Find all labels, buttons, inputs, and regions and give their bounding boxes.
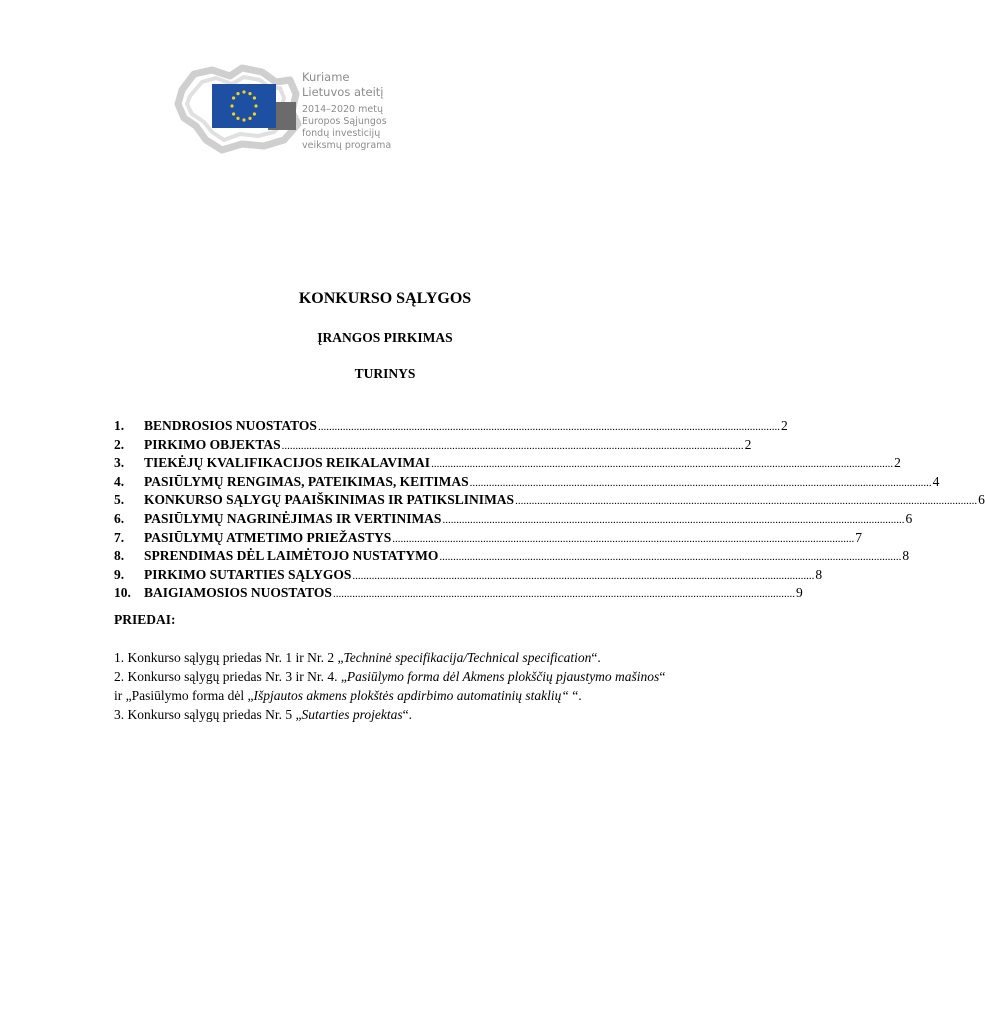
annex-title: Techninė specifikacija/Technical specification <box>343 650 592 665</box>
toc-entry-label: PIRKIMO OBJEKTAS <box>144 436 281 452</box>
logo-caption <box>302 70 391 152</box>
toc-entry-number: 8. <box>114 548 125 564</box>
toc-entry-page: 6 <box>978 492 985 508</box>
document-subtitle: ĮRANGOS PIRKIMAS <box>317 330 453 345</box>
toc-entry-label: PASIŪLYMŲ ATMETIMO PRIEŽASTYS <box>144 529 392 545</box>
logo-line-3: 2014–2020 metų <box>302 104 383 115</box>
toc-entry-page: 2 <box>894 455 901 471</box>
toc-entry-number: 7. <box>114 529 125 545</box>
annex-text: “ <box>659 669 666 684</box>
toc-dot-leader: ........................................................................................................................................................................ <box>442 513 905 526</box>
toc-entry-label: SPRENDIMAS DĖL LAIMĖTOJO NUSTATYMO <box>144 548 439 564</box>
toc-entry-label: TIEKĖJŲ KVALIFIKACIJOS REIKALAVIMAI <box>144 455 431 471</box>
toc-entry[interactable] <box>114 473 940 493</box>
toc-entry-page: 8 <box>815 566 823 582</box>
logo-line-1: Kuriame <box>302 70 350 84</box>
logo-line-6: veiksmų programa <box>302 140 392 151</box>
toc-entry-page: 8 <box>902 548 910 564</box>
toc-heading: TURINYS <box>354 366 416 381</box>
toc-entry-number: 6. <box>114 510 125 526</box>
toc-entry-page: 2 <box>780 418 788 433</box>
toc-entry-page: 2 <box>744 436 752 452</box>
toc-entry[interactable] <box>114 455 901 474</box>
toc-entry-number: 9. <box>114 566 125 582</box>
toc-entry-page: 9 <box>795 585 803 601</box>
document-title: KONKURSO SĄLYGOS <box>298 290 472 307</box>
table-of-contents <box>114 418 985 604</box>
toc-entry[interactable] <box>114 585 803 604</box>
annex-text: 3. Konkurso sąlygų priedas Nr. 5 „ <box>114 707 302 722</box>
annex-text: 2. Konkurso sąlygų priedas Nr. 3 ir Nr. 4. „ <box>114 669 347 684</box>
logo-line-2: Lietuvos ateitį <box>302 85 384 99</box>
annexes-list <box>114 648 734 724</box>
toc-entry-number: 2. <box>114 436 125 452</box>
toc-entry-label: KONKURSO SĄLYGŲ PAAIŠKINIMAS IR PATIKSLINIMAS <box>144 492 515 508</box>
toc-dot-leader: ........................................................................................................................................................................ <box>281 439 744 452</box>
toc-entry[interactable] <box>114 492 985 511</box>
toc-entry-page: 4 <box>932 473 940 489</box>
toc-entry[interactable] <box>114 418 788 437</box>
toc-dot-leader: ........................................................................................................................................................................ <box>431 458 894 471</box>
toc-dot-leader: ........................................................................................................................................................................ <box>515 495 978 508</box>
annex-title: Pasiūlymo forma dėl Akmens plokščių pjaustymo mašinos <box>346 669 660 684</box>
annex-item-2 <box>114 667 734 686</box>
toc-entry-label: PASIŪLYMŲ RENGIMAS, PATEIKIMAS, KEITIMAS <box>144 473 469 489</box>
annexes-heading: PRIEDAI: <box>114 612 176 627</box>
toc-entry[interactable] <box>114 566 823 586</box>
annex-text: “. <box>591 650 601 665</box>
annex-item-3 <box>114 705 734 724</box>
toc-entry[interactable] <box>114 548 910 567</box>
toc-entry[interactable] <box>114 510 913 530</box>
annex-item-2-continued <box>114 686 734 705</box>
toc-dot-leader: ........................................................................................................................................................................ <box>317 421 780 433</box>
logo-line-5: fondų investicijų <box>302 128 381 139</box>
toc-dot-leader: ........................................................................................................................................................................ <box>469 476 932 489</box>
toc-dot-leader: ........................................................................................................................................................................ <box>392 532 855 545</box>
toc-entry-number: 4. <box>114 473 125 489</box>
toc-entry-label: PIRKIMO SUTARTIES SĄLYGOS <box>144 566 352 582</box>
toc-entry-label: BAIGIAMOSIOS NUOSTATOS <box>144 585 332 601</box>
toc-entry-number: 3. <box>114 455 125 471</box>
toc-dot-leader: ........................................................................................................................................................................ <box>439 551 902 564</box>
annex-text: 1. Konkurso sąlygų priedas Nr. 1 ir Nr. 2 „ <box>114 650 344 665</box>
annex-item-1 <box>114 648 734 667</box>
annex-text: “. <box>402 707 412 722</box>
logo-line-4: Europos Sąjungos <box>302 116 387 127</box>
toc-entry-number: 1. <box>114 418 125 433</box>
toc-dot-leader: ........................................................................................................................................................................ <box>352 569 815 582</box>
annex-title: Sutarties projektas <box>301 707 403 722</box>
toc-entry[interactable] <box>114 529 863 549</box>
toc-entry-page: 6 <box>905 510 913 526</box>
toc-entry-number: 5. <box>114 492 125 508</box>
toc-entry-label: PASIŪLYMŲ NAGRINĖJIMAS IR VERTINIMAS <box>144 510 442 526</box>
toc-entry-label: BENDROSIOS NUOSTATOS <box>144 418 317 433</box>
annex-title: Išpjautos akmens plokštės apdirbimo automatinių staklių“ <box>253 688 569 703</box>
toc-entry-page: 7 <box>855 529 863 545</box>
annex-text: ir „Pasiūlymo forma dėl „ <box>114 688 254 703</box>
toc-entry-number: 10. <box>114 585 131 601</box>
annex-text: “. <box>568 688 582 703</box>
toc-entry[interactable] <box>114 436 752 456</box>
toc-dot-leader: ........................................................................................................................................................................ <box>332 588 795 601</box>
